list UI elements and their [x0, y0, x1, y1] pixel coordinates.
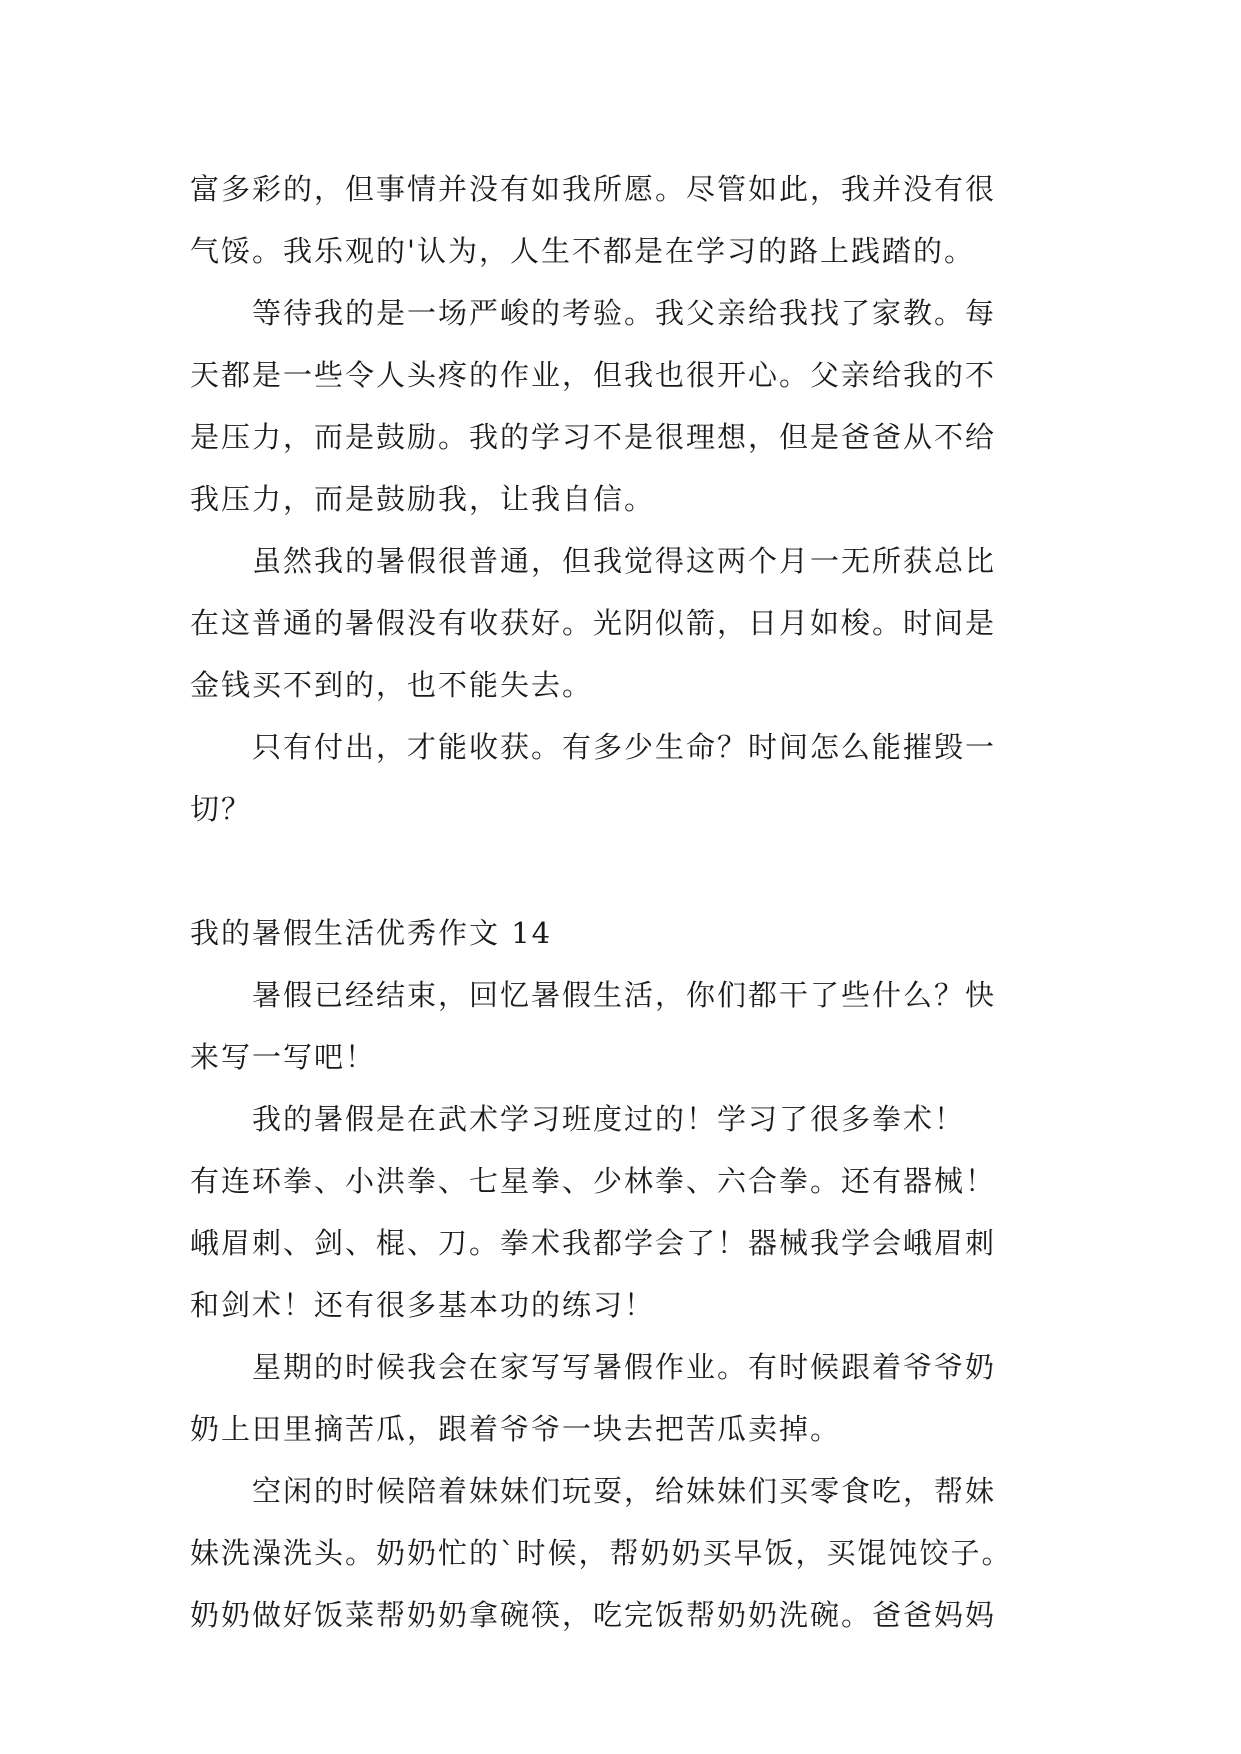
essay-title: 我的暑假生活优秀作文 14 — [190, 916, 553, 950]
text-line: 我的暑假是在武术学习班度过的！学习了很多拳术！ — [252, 1102, 966, 1136]
section-gap — [190, 840, 1060, 902]
text-line: 虽然我的暑假很普通，但我觉得这两个月一无所获总比 — [252, 544, 997, 578]
text-line: 来写一写吧！ — [190, 1040, 377, 1074]
document-body — [190, 158, 1060, 1646]
text-line: 等待我的是一场严峻的考验。我父亲给我找了家教。每 — [252, 296, 997, 330]
text-line: 是压力，而是鼓励。我的学习不是很理想，但是爸爸从不给 — [190, 420, 997, 454]
text-line: 在这普通的暑假没有收获好。光阴似箭，日月如梭。时间是 — [190, 606, 997, 640]
text-line: 峨眉刺、剑、棍、刀。拳术我都学会了！器械我学会峨眉刺 — [190, 1226, 997, 1260]
text-line: 妹洗澡洗头。奶奶忙的`时候，帮奶奶买早饭，买馄饨饺子。 — [190, 1536, 1013, 1570]
text-line: 和剑术！还有很多基本功的练习！ — [190, 1288, 656, 1322]
text-line: 有连环拳、小洪拳、七星拳、少林拳、六合拳。还有器械！ — [190, 1164, 997, 1198]
text-line: 气馁。我乐观的'认为，人生不都是在学习的路上践踏的。 — [190, 234, 975, 268]
text-line: 奶上田里摘苦瓜，跟着爷爷一块去把苦瓜卖掉。 — [190, 1412, 842, 1446]
text-line: 空闲的时候陪着妹妹们玩耍，给妹妹们买零食吃，帮妹 — [252, 1474, 997, 1508]
text-line: 切？ — [190, 792, 253, 826]
text-line: 只有付出，才能收获。有多少生命？时间怎么能摧毁一 — [252, 730, 997, 764]
text-line: 天都是一些令人头疼的作业，但我也很开心。父亲给我的不 — [190, 358, 997, 392]
text-line: 暑假已经结束，回忆暑假生活，你们都干了些什么？快 — [252, 978, 997, 1012]
text-line: 星期的时候我会在家写写暑假作业。有时候跟着爷爷奶 — [252, 1350, 997, 1384]
text-line: 富多彩的，但事情并没有如我所愿。尽管如此，我并没有很 — [190, 172, 997, 206]
text-line: 金钱买不到的，也不能失去。 — [190, 668, 594, 702]
text-line: 我压力，而是鼓励我，让我自信。 — [190, 482, 656, 516]
text-line: 奶奶做好饭菜帮奶奶拿碗筷，吃完饭帮奶奶洗碗。爸爸妈妈 — [190, 1598, 997, 1632]
